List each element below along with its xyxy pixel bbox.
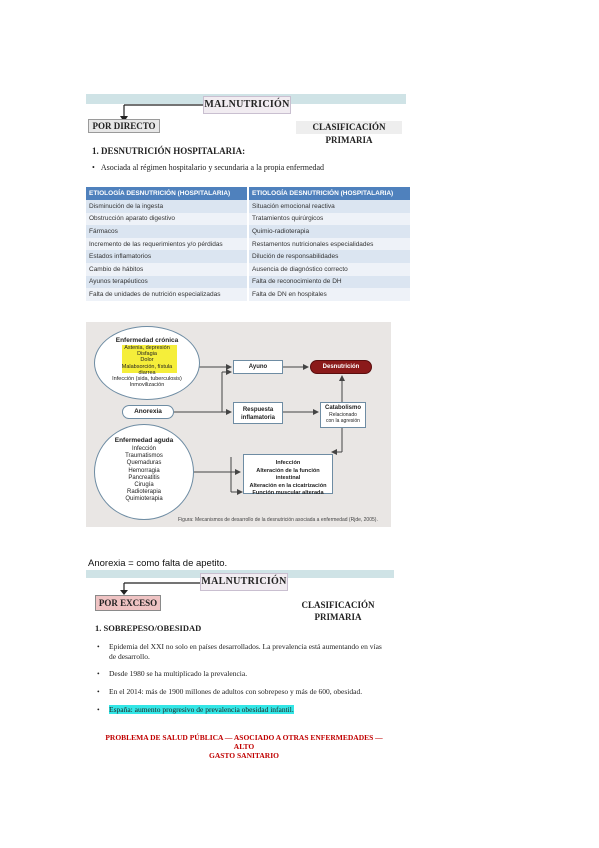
table-row: [86, 276, 412, 289]
aguda-item: Radioterapia: [126, 489, 162, 496]
sobrepeso-heading: 1. SOBREPESO/OBESIDAD: [95, 623, 202, 633]
clasificacion-primaria-label-2: CLASIFICACIÓN PRIMARIA: [286, 599, 390, 611]
slide2-title: MALNUTRICIÓN: [200, 573, 288, 591]
consequence-line: Alteración de la función intestinal: [256, 467, 320, 481]
slide2-bullet-4: • España: aumento progresivo de prevalencia obesidad infantil.: [97, 705, 294, 714]
table-cell: Situación emocional reactiva: [249, 200, 412, 213]
mechanism-figure: [86, 322, 391, 527]
desnutricion-bullet: • Asociada al régimen hospitalario y secundaria a la propia enfermedad: [92, 163, 325, 172]
respuesta-line: inflamatoria: [240, 415, 275, 421]
etiologia-table: [86, 187, 412, 301]
aguda-item: Traumatismos: [125, 453, 163, 460]
table-cell: Cambio de hábitos: [86, 263, 249, 276]
por-exceso-tag: POR EXCESO: [95, 595, 161, 611]
table-row: [86, 225, 412, 238]
table-row: [86, 250, 412, 263]
consequences-node: [243, 454, 333, 494]
cronica-item: Malabsorción, fístula: [121, 363, 173, 370]
bullet-text-highlight: España: aumento progresivo de prevalencia obesidad infantil.: [109, 705, 294, 714]
table-cell: Falta de reconocimiento de DH: [249, 276, 412, 289]
table-row: [86, 263, 412, 276]
footer-line: GASTO SANITARIO: [209, 751, 279, 760]
table-header-cell: ETIOLOGÍA DESNUTRICIÓN (HOSPITALARIA): [86, 187, 249, 200]
figure-caption: Figura: Mecanismos de desarrollo de la desnutrición asociada a enfermedad (Rjde, 2005).: [178, 517, 378, 523]
table-cell: Restamentos nutricionales especialidades: [249, 238, 412, 251]
consequence-line: Alteración en la cicatrización: [249, 482, 327, 489]
slide2-bullet-2: • Desde 1980 se ha multiplicado la prevalencia.: [97, 669, 387, 679]
bullet-text: Desde 1980 se ha multiplicado la prevalencia.: [109, 669, 248, 678]
cronica-item: Inmovilización: [129, 382, 165, 389]
enfermedad-cronica-node: [94, 326, 200, 400]
table-cell: Estados inflamatorios: [86, 250, 249, 263]
slide2-bullet-3: • En el 2014: más de 1900 millones de adultos con sobrepeso y más de 600, obesidad.: [97, 687, 389, 697]
catabolismo-line: con la agresión: [326, 418, 360, 424]
aguda-item: Quemaduras: [126, 460, 162, 467]
table-cell: Dilución de responsabilidades: [249, 250, 412, 263]
respuesta-inflamatoria-node: [233, 402, 283, 424]
slide2-bullet-1: • Epidemia del XXI no solo en países desarrollados. La prevalencia está aumentando en vías de desarrollo.: [97, 642, 387, 662]
table-header-row: [86, 187, 412, 200]
aguda-item: Pancreatitis: [128, 474, 160, 481]
table-cell: Tratamientos quirúrgicos: [249, 213, 412, 226]
cronica-item: Infección (sida, tuberculosis): [112, 376, 182, 383]
cronica-item: Astenia, depresión: [124, 345, 170, 351]
aguda-item: Hemorragia: [128, 467, 160, 474]
aguda-item: Quimioterapia: [125, 496, 163, 503]
table-cell: Fármacos: [86, 225, 249, 238]
clasificacion-primaria-label: CLASIFICACIÓN PRIMARIA: [296, 121, 402, 134]
cronica-item: Dolor: [140, 357, 154, 364]
cronica-item: Disfagia: [137, 351, 157, 358]
aguda-item: Infección: [131, 446, 156, 452]
bullet-text: Epidemia del XXI no solo en países desarrollados. La prevalencia está aumentando en vías de desarrollo.: [109, 642, 382, 661]
consequence-line: Infección: [275, 460, 301, 466]
table-row: [86, 213, 412, 226]
aguda-item: Cirugía: [134, 482, 154, 489]
table-row: [86, 200, 412, 213]
table-cell: Quimio-radioterapia: [249, 225, 412, 238]
por-directo-tag: POR DIRECTO: [88, 119, 160, 133]
bullet-text: En el 2014: más de 1900 millones de adultos con sobrepeso y más de 600, obesidad.: [109, 687, 363, 696]
ayuno-node: Ayuno: [233, 360, 283, 374]
catabolismo-node: [320, 402, 366, 428]
table-cell: Incremento de las requerimientos y/o pérdidas: [86, 238, 249, 251]
table-row: [86, 238, 412, 251]
table-cell: Ayunos terapéuticos: [86, 276, 249, 289]
consequence-line: Función muscular alterada: [252, 490, 324, 496]
slide2-footer: [100, 733, 388, 760]
anorexia-node: Anorexia: [122, 405, 174, 419]
slide1-title: MALNUTRICIÓN: [203, 96, 291, 114]
table-row: [86, 288, 412, 301]
catabolismo-line: Relacionado: [329, 411, 357, 418]
bullet-text: Asociada al régimen hospitalario y secundaria a la propia enfermedad: [100, 163, 325, 172]
cronica-item: diarrea: [138, 369, 156, 376]
cronica-title: Enfermedad crónica: [115, 337, 179, 344]
respuesta-line: Respuesta: [242, 407, 274, 413]
table-cell: Disminución de la ingesta: [86, 200, 249, 213]
table-cell: Ausencia de diagnóstico correcto: [249, 263, 412, 276]
table-header-cell: ETIOLOGÍA DESNUTRICIÓN (HOSPITALARIA): [249, 187, 412, 200]
footer-line: PROBLEMA DE SALUD PÚBLICA — ASOCIADO A OTRAS ENFERMEDADES — ALTO: [105, 733, 383, 751]
table-cell: Falta de DN en hospitales: [249, 288, 412, 301]
desnutricion-heading: 1. DESNUTRICIÓN HOSPITALARIA:: [92, 146, 246, 156]
table-cell: Falta de unidades de nutrición especializadas: [86, 288, 249, 301]
aguda-title: Enfermedad aguda: [114, 437, 174, 444]
desnutricion-node: Desnutrición: [310, 360, 372, 374]
catabolismo-line: Catabolismo: [324, 405, 361, 411]
anorexia-note: Anorexia = como falta de apetito.: [88, 558, 228, 569]
enfermedad-aguda-node: [94, 424, 194, 520]
table-cell: Obstrucción aparato digestivo: [86, 213, 249, 226]
